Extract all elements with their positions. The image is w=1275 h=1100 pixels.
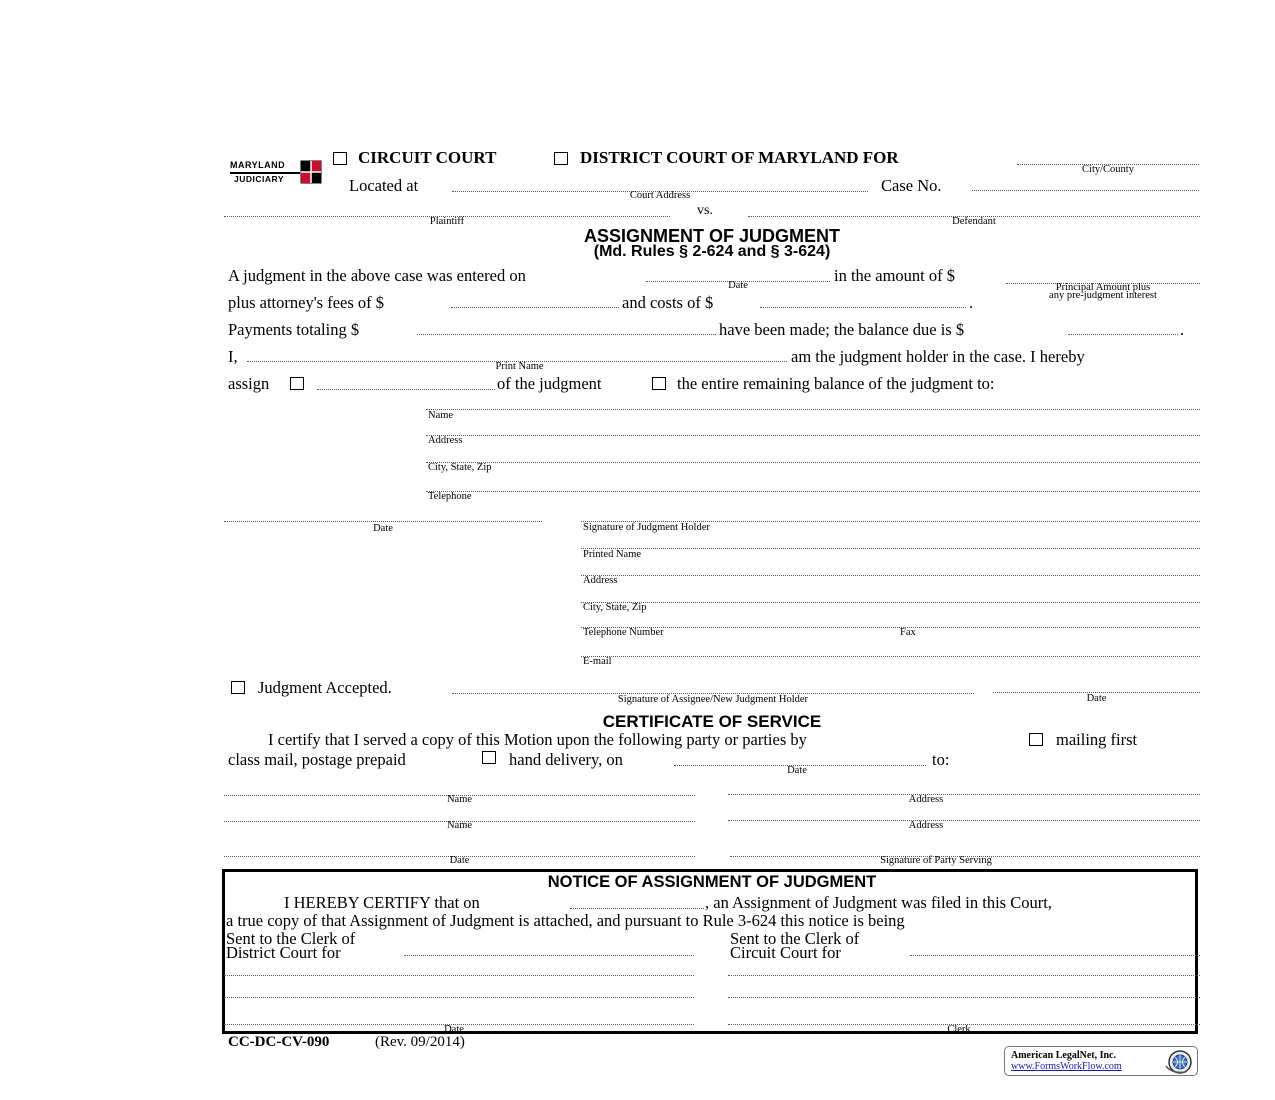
hand-delivery-label: hand delivery, on (509, 750, 623, 769)
holder-telephone-field[interactable] (581, 627, 1200, 628)
judgment-date-label: Date (728, 280, 748, 291)
service-address-label-2: Address (908, 820, 944, 831)
hand-delivery-checkbox[interactable] (482, 751, 496, 764)
certificate-line-2: class mail, postage prepaid (228, 750, 406, 769)
holder-date-label: Date (373, 523, 393, 534)
circuit-court-label: CIRCUIT COURT (358, 148, 497, 167)
balance-period: . (1180, 320, 1185, 339)
located-at-label: Located at (349, 176, 419, 195)
page-subtitle: (Md. Rules § 2-624 and § 3-624) (593, 243, 831, 260)
circuit-court-for-field[interactable] (910, 955, 1200, 956)
holder-address-field[interactable] (581, 575, 1200, 576)
notice-title: NOTICE OF ASSIGNMENT OF JUDGMENT (547, 873, 877, 891)
costs-field[interactable] (760, 307, 966, 308)
service-name-label-2: Name (446, 820, 473, 831)
logo-text-judiciary: JUDICIARY (234, 174, 284, 184)
assignee-address-label: Address (428, 435, 463, 446)
holder-city-field[interactable] (581, 602, 1200, 603)
assign-portion-field[interactable] (317, 389, 495, 390)
vendor-name: American LegalNet, Inc. (1011, 1050, 1116, 1061)
assignee-telephone-label: Telephone (428, 491, 472, 502)
judgment-holder-text: am the judgment holder in the case. I hereby (791, 347, 1085, 366)
party-serving-signature-label: Signature of Party Serving (880, 855, 992, 866)
balance-due-field[interactable] (1068, 334, 1178, 335)
district-court-label: DISTRICT COURT OF MARYLAND FOR (580, 148, 899, 167)
service-name-label-1: Name (446, 794, 473, 805)
amount-text: in the amount of $ (834, 266, 955, 285)
principal-amount-label-2: any pre-judgment interest (1049, 290, 1157, 301)
principal-amount-label: Principal Amount plus (1055, 282, 1151, 293)
circuit-address-field-2[interactable] (728, 997, 1200, 998)
case-no-field[interactable] (972, 190, 1199, 191)
notice-date-label: Date (444, 1024, 464, 1035)
acceptance-date-label: Date (1086, 693, 1107, 704)
print-name-label: Print Name (495, 361, 544, 372)
city-county-label: City/County (1082, 164, 1134, 175)
holder-telephone-label: Telephone Number (583, 627, 664, 638)
attorney-fees-text: plus attorney's fees of $ (228, 293, 385, 312)
assignee-address-field[interactable] (426, 435, 1200, 436)
notice-left-1: Sent to the Clerk of (226, 929, 356, 948)
holder-signature-label: Signature of Judgment Holder (583, 522, 710, 533)
service-address-label-1: Address (908, 794, 944, 805)
judgment-entered-text: A judgment in the above case was entered on (228, 266, 526, 285)
assignee-city-field[interactable] (426, 462, 1200, 463)
costs-period: . (969, 293, 974, 312)
district-court-checkbox[interactable] (554, 152, 568, 165)
entire-balance-text: the entire remaining balance of the judgment to: (677, 374, 995, 393)
notice-left-2: District Court for (226, 943, 341, 962)
district-address-field-2[interactable] (224, 997, 694, 998)
notice-line-1a: I HEREBY CERTIFY that on (284, 893, 480, 912)
district-address-field-1[interactable] (224, 975, 694, 976)
case-no-label: Case No. (881, 176, 942, 195)
vs-label: vs. (697, 203, 713, 218)
plaintiff-label: Plaintiff (429, 216, 465, 227)
mailing-checkbox[interactable] (1029, 733, 1043, 746)
holder-printed-name-field[interactable] (581, 548, 1200, 549)
assignee-city-label: City, State, Zip (428, 462, 492, 473)
judgment-accepted-label: Judgment Accepted. (258, 678, 392, 697)
notice-right-1: Sent to the Clerk of (730, 929, 860, 948)
circuit-address-field-1[interactable] (728, 975, 1200, 976)
service-date-label-2: Date (449, 855, 470, 866)
circuit-court-checkbox[interactable] (333, 152, 347, 165)
judgment-accepted-checkbox[interactable] (231, 681, 245, 694)
maryland-flag-icon (300, 160, 322, 184)
to-label: to: (932, 750, 950, 769)
clerk-label: Clerk (947, 1024, 971, 1035)
certificate-title: CERTIFICATE OF SERVICE (602, 712, 822, 731)
certificate-line-1: I certify that I served a copy of this Motion upon the following party or parties by (268, 730, 807, 749)
notice-line-1b: , an Assignment of Judgment was filed in this Court, (705, 893, 1052, 912)
holder-printed-name-label: Printed Name (583, 549, 642, 560)
attorney-fees-field[interactable] (451, 307, 619, 308)
assign-partial-checkbox[interactable] (290, 377, 304, 390)
form-revision: (Rev. 09/2014) (375, 1034, 465, 1050)
assignee-name-field[interactable] (426, 409, 1200, 410)
costs-text: and costs of $ (622, 293, 714, 312)
form-number: CC-DC-CV-090 (228, 1034, 330, 1050)
court-address-label: Court Address (629, 190, 691, 201)
balance-due-text: have been made; the balance due is $ (719, 320, 965, 339)
holder-address-label: Address (583, 575, 618, 586)
mailing-label: mailing first (1056, 730, 1138, 749)
globe-icon (1162, 1048, 1196, 1076)
page-title: ASSIGNMENT OF JUDGMENT (583, 226, 840, 246)
logo-text-maryland: MARYLAND (230, 160, 286, 170)
assignee-telephone-field[interactable] (426, 491, 1200, 492)
i-text: I, (228, 347, 238, 366)
maryland-judiciary-logo (228, 160, 324, 186)
holder-fax-label: Fax (900, 627, 916, 638)
payments-field[interactable] (417, 334, 716, 335)
assign-text: assign (228, 374, 270, 393)
notice-right-2: Circuit Court for (730, 943, 841, 962)
notice-line-2: a true copy of that Assignment of Judgment is attached, and pursuant to Rule 3-624 this notice is being (226, 911, 905, 930)
service-date-label: Date (787, 765, 807, 776)
holder-email-field[interactable] (581, 656, 1200, 657)
holder-city-label: City, State, Zip (583, 602, 647, 613)
notice-date-field[interactable] (570, 908, 704, 909)
defendant-label: Defendant (952, 216, 996, 227)
holder-date-field[interactable] (224, 521, 542, 522)
holder-email-label: E-mail (583, 656, 612, 667)
vendor-link[interactable]: www.FormsWorkFlow.com (1011, 1061, 1122, 1072)
assign-entire-checkbox[interactable] (652, 377, 666, 390)
assignee-name-label: Name (428, 410, 454, 421)
of-judgment-text: of the judgment (497, 374, 602, 393)
district-court-for-field[interactable] (404, 955, 694, 956)
assignee-signature-label: Signature of Assignee/New Judgment Holder (617, 694, 809, 705)
payments-text: Payments totaling $ (228, 320, 360, 339)
